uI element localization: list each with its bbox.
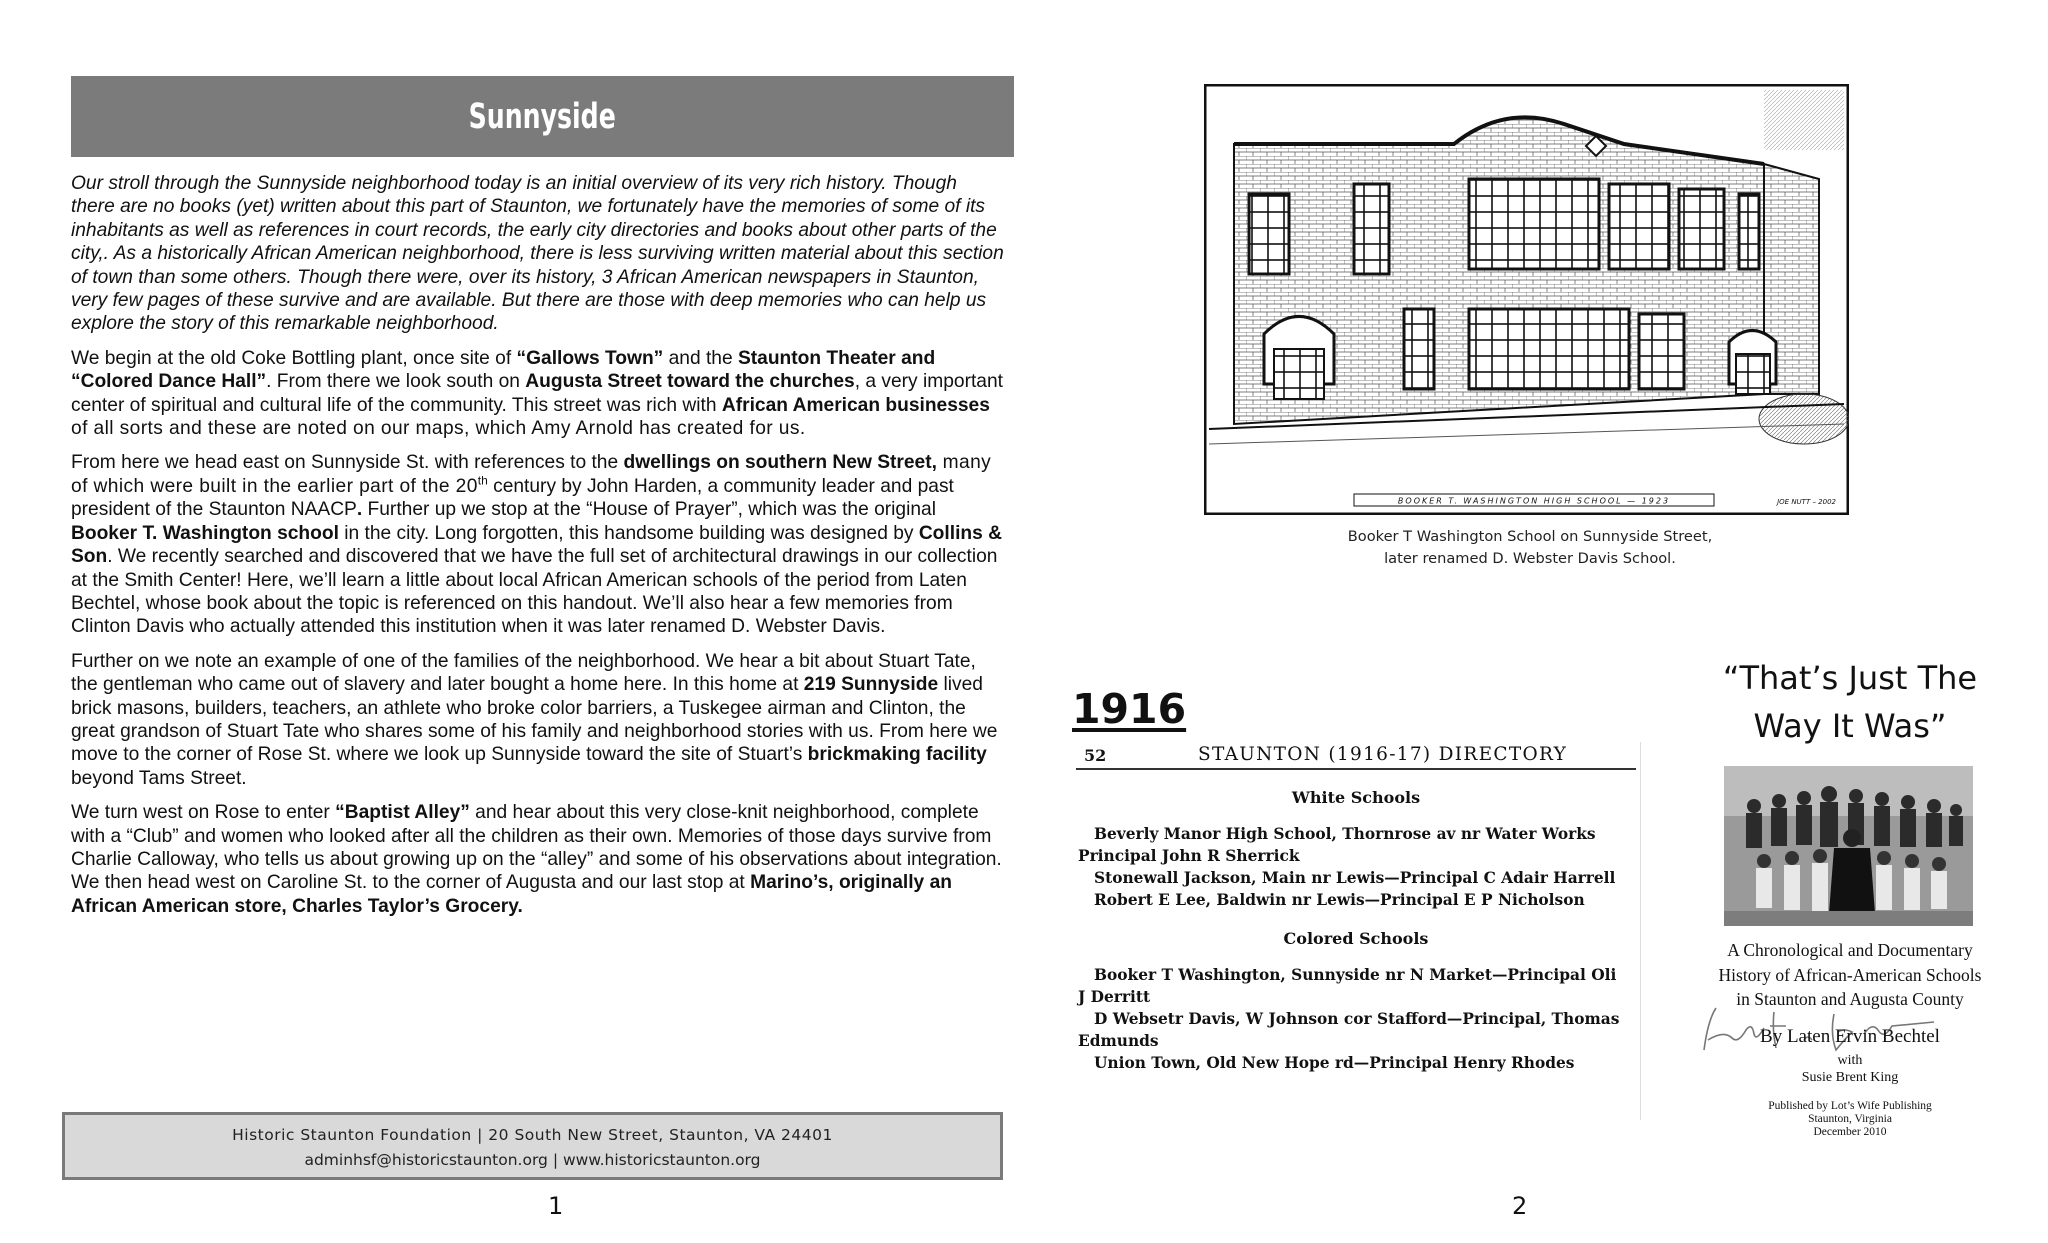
bold-text: Booker T. Washington school [71,522,339,544]
bold-text: Staunton Theater and “Colored Dance Hall” [71,347,936,393]
bold-text: “Baptist Alley” [335,802,470,824]
book-publisher [1685,1100,2015,1139]
publisher-line-2: Staunton, Virginia [1808,1113,1892,1125]
publisher-line-3: December 2010 [1813,1126,1887,1138]
text: Further on we note an example of one of the families of the neighborhood. We hear a bit about Stuart Tate, the gentleman who came out of slavery and later bought a home here. In this home at [71,650,976,696]
book-author: By Laten Ervin Bechtel [1760,1026,1940,1047]
text: in the city. Long forgotten, this handsome building was designed by [338,522,919,544]
bold-text: . [356,499,363,521]
directory-header [1076,742,1636,770]
text: . We recently searched and discovered that we have the full set of architectural drawings in our collection at the Smith Center! Here, we’ll learn a little about local African American schools of the period from Laten Bechtel, whose book about the topic is referenced on this handout. We’ll also hear a few memories from Clinton Davis who actually attended this institution when it was later renamed D. Webster Davis. [71,546,998,638]
bold-text: dwellings on southern New Street, [623,452,937,474]
text: and hear about this very close-knit neighborhood, complete with a “Club” and women who looked after all the children as their own. Memories of those days survive from Charlie Calloway, who tells us about growing up on the “alley” and some of his observations about integration. We then head west on Caroline St. to the corner of Augusta and our last stop at [71,802,1002,894]
paragraph-tate-family [71,650,1005,790]
directory-entry: Stonewall Jackson, Main nr Lewis—Principal C Adair Harrell [1094,869,1616,887]
title-banner [71,76,1014,157]
bold-text: “Gallows Town” [516,347,664,369]
text: We turn west on Rose to enter [71,802,336,824]
book-subtitle-line-2: History of African-American Schools [1718,964,1982,985]
colored-schools-heading: Colored Schools [1283,929,1429,948]
bold-text: Collins & Son [71,522,1002,568]
book-title-line-1: “That’s Just The [1722,659,1978,697]
paragraph-sunnyside-street [71,451,1005,638]
directory-entry: J Derritt [1078,988,1151,1006]
white-schools-heading: White Schools [1291,788,1421,807]
book-title [1680,654,2020,750]
body-text [71,172,1005,929]
directory-page-number: 52 [1084,746,1107,765]
bold-text: Marino’s, originally an African American store, Charles Taylor’s Grocery. [71,872,952,917]
footer-contact-links[interactable]: adminhsf@historicstaunton.org | www.historicstaunton.org [304,1151,761,1169]
bold-text: Augusta Street toward the churches [525,371,855,393]
text: and the [663,347,738,369]
directory-year: 1916 [1072,685,1187,733]
drawing-artist-signature: JOE NUTT – 2002 [1777,498,1836,506]
book-coauthor: Susie Brent King [1801,1070,1899,1085]
directory-entry: Beverly Manor High School, Thornrose av nr Water Works [1094,825,1596,843]
book-subtitle-line-1: A Chronological and Documentary [1727,940,1973,960]
bold-text: 219 Sunnyside [803,674,939,696]
text: century by John Harden, a community leader and past president of the Staunton NAACP [71,475,954,521]
text: . From there we look south on [266,371,526,393]
directory-entry: D Websetr Davis, W Johnson cor Stafford—Principal, Thomas [1094,1010,1620,1028]
bold-text: brickmaking facility [807,744,987,766]
text: beyond Tams Street. [71,767,247,789]
directory-entry: Edmunds [1078,1032,1159,1050]
class-photo-image [1724,766,1973,926]
paragraph-baptist-alley [71,801,1005,918]
footer-contact-box [62,1112,1003,1180]
caption-line-2: later renamed D. Webster Davis School. [1384,550,1676,567]
paragraph-coke-bottling [71,347,1005,441]
directory-entry: Booker T Washington, Sunnyside nr N Market—Principal Oli [1094,966,1617,984]
caption-line-1: Booker T Washington School on Sunnyside Street, [1347,528,1713,545]
directory-entry: Robert E Lee, Baldwin nr Lewis—Principal E P Nicholson [1094,891,1585,909]
footer-address: Historic Staunton Foundation | 20 South New Street, Staunton, VA 24401 [232,1126,833,1144]
text: We begin at the old Coke Bottling plant, once site of [71,347,517,369]
text: of all sorts and these are noted on our maps, which Amy Arnold has created for us. [71,418,806,440]
text: From here we head east on Sunnyside St. with references to the [71,452,624,474]
page-number: 1 [548,1192,564,1220]
book-coauthor-block [1685,1052,2015,1086]
superscript: th [477,473,488,488]
directory-title: STAUNTON (1916-17) DIRECTORY [1198,744,1568,765]
text: lived brick masons, builders, teachers, an athlete who broke color barriers, a Tuskegee airman and Clinton, the great grandson of Stuart Tate who shares some of his family and neighborhood stories with us. From here we move to the corner of Rose St. where we look up Sunnyside toward the site of Stuart’s [71,674,998,766]
page-title: Sunnyside [468,96,617,137]
text: many of which were built in the earlier part of the 20 [71,452,992,497]
school-drawing-image [1204,84,1849,515]
page-number: 2 [1512,1192,1528,1220]
image-caption [1250,526,1810,570]
intro-paragraph: Our stroll through the Sunnyside neighborhood today is an initial overview of its very rich history. Though there are no books (yet) written about this part of Staunton, we fortunately have the memories of some of its inhabitants as well as references in court records, the early city directories and books about other parts of the city,. As a historically African American neighborhood, there is less surviving written material about this section of town than some others. Though there were, over its history, 3 African American newspapers in Staunton, very few pages of these survive and are available. But there are those with deep memories who can help us explore the story of this remarkable neighborhood. [71,173,1004,335]
directory-entry: Union Town, Old New Hope rd—Principal Henry Rhodes [1094,1054,1575,1072]
drawing-label: BOOKER T. WASHINGTON HIGH SCHOOL — 1923 [1397,496,1671,506]
text: , a very important center of spiritual and cultural life of the community. This street was rich with [71,371,1003,416]
book-with-label: with [1837,1053,1863,1068]
publisher-line-1: Published by Lot’s Wife Publishing [1768,1100,1932,1112]
book-subtitle-line-3: in Staunton and Augusta County [1736,989,1964,1009]
directory-entry: Principal John R Sherrick [1078,847,1300,865]
bold-text: African American businesses [721,394,990,416]
book-title-line-2: Way It Was” [1753,707,1947,745]
text: Further up we stop at the “House of Prayer”, which was the original [362,499,936,521]
city-directory-excerpt [1072,742,1641,1120]
